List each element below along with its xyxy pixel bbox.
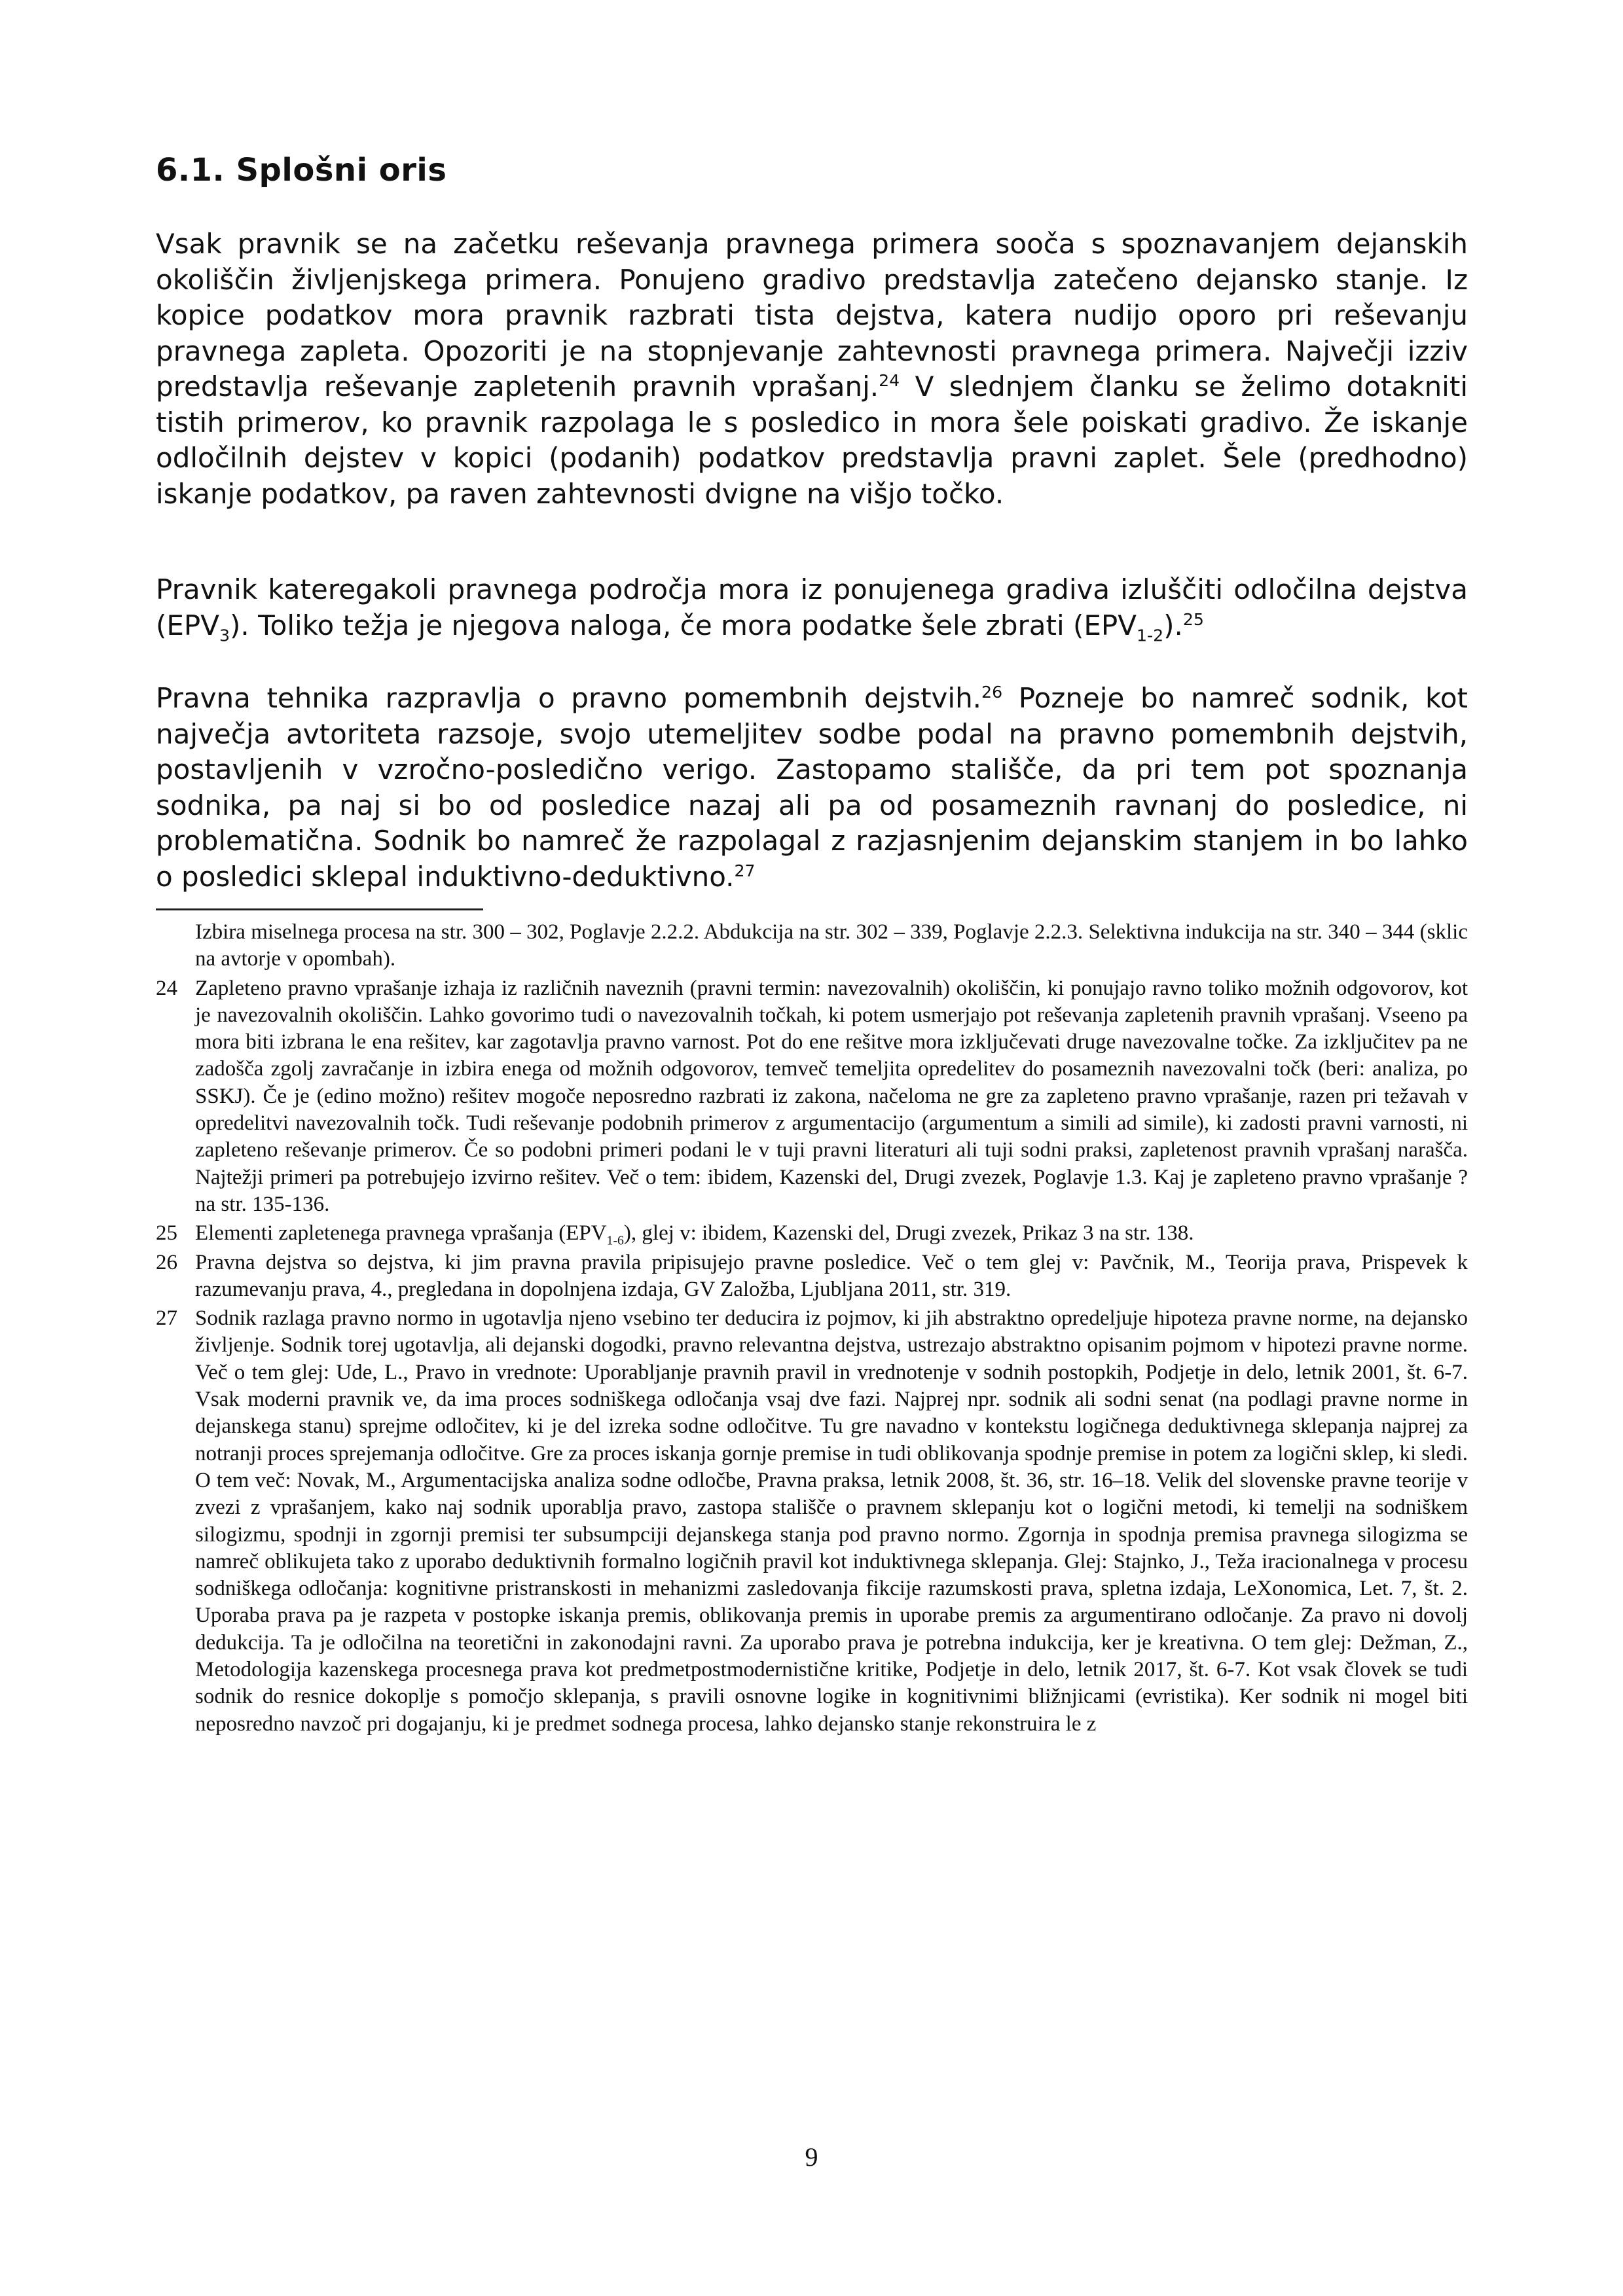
footnote-number: 24 [156,976,177,1000]
footnote-text: Zapleteno pravno vprašanje izhaja iz različnih naveznih (pravni termin: navezovalnih) okoliščin, ki ponujajo ravno toliko možnih odgovorov, kot je navezovalnih okoliščin. Lahko govorimo tudi o navezovalnih točkah, ki potem usmerjajo pot reševanja zapletenih pravnih vprašanj. Vseeno pa mora biti izbrana le ena rešitev, kar zagotavlja pravno varnost. Pot do ene rešitve mora izključevati druge navezovalne točke. Za izključitev pa ne zadošča zgolj zavračanje in izbira enega od možnih odgovorov, temveč temeljita opredelitev do posameznih navezovalni točk (beri: analiza, po SSKJ). Če je (edino možno) rešitev mogoče neposredno razbrati iz zakona, načeloma ne gre za zapleteno pravno vprašanje, razen pri težavah v opredelitvi navezovalnih točk. Tudi reševanje podobnih primerov z argumentacijo (argumentum a simili ad simile), ki zadosti pravni varnosti, ni zapleteno reševanje primerov. Če so podobni primeri podani le v tuji pravni literaturi ali tuji sodni praksi, zapletenost pravnih vprašanj narašča. Najtežji primeri pa potrebujejo izvirno rešitev. Več o tem: ibidem, Kazenski del, Drugi zvezek, Poglavje 1.3. Kaj je zapleteno pravno vprašanje ? na str. 135-136. [195,976,1468,1216]
footnote-27 [156,1305,1468,1738]
paragraph-3 [156,681,1468,895]
footnote-ref-27[interactable]: 27 [734,861,756,880]
paragraph-2-text-c: ). [1163,609,1183,641]
paragraph-2-text-a: Pravnik kateregakoli pravnega področja mora iz ponujenega gradiva izluščiti odločilna dejstva (EPV [156,573,1468,641]
footnote-25 [156,1220,1468,1247]
footnote-24 [156,975,1468,1219]
paragraph-3-text-a: Pravna tehnika razpravlja o pravno pomembnih dejstvih. [156,682,982,714]
footnote-separator [156,908,483,910]
footnote-26 [156,1249,1468,1304]
footnote-continued-text: Izbira miselnega procesa na str. 300 – 302, Poglavje 2.2.2. Abdukcija na str. 302 – 339, Poglavje 2.2.3. Selektivna indukcija na str. 340 – 344 (sklic na avtorje v opombah). [195,920,1468,971]
epv-subscript-3: 3 [219,625,230,645]
epv-subscript-1-6: 1-6 [606,1233,624,1248]
paragraph-1 [156,226,1468,512]
paragraph-2-text-b: ). Toliko težja je njegova naloga, če mora podatke šele zbrati (EPV [230,609,1137,641]
paragraph-1-text-a: Vsak pravnik se na začetku reševanja pravnega primera sooča s spoznavanjem dejanskih okoliščin življenjskega primera. Ponujeno gradivo predstavlja zatečeno dejansko stanje. Iz kopice podatkov mora pravnik razbrati tista dejstva, katera nudijo oporo pri reševanju pravnega zapleta. Opozoriti je na stopnjevanje zahtevnosti pravnega primera. Največji izziv predstavlja reševanje zapletenih pravnih vprašanj. [156,228,1468,403]
footnote-number: 27 [156,1306,177,1331]
footnote-text-a: Elementi zapletenega pravnega vprašanja (EPV [195,1221,607,1246]
footnote-ref-25[interactable]: 25 [1182,609,1204,629]
footnotes [156,919,1468,1740]
epv-subscript-1-2: 1-2 [1137,625,1164,645]
section-heading: 6.1. Splošni oris [156,152,447,188]
footnote-ref-26[interactable]: 26 [981,683,1003,702]
page-number: 9 [805,2142,818,2172]
footnote-ref-24[interactable]: 24 [879,371,900,390]
footnote-number: 25 [156,1221,177,1246]
footnote-text: Sodnik razlaga pravno normo in ugotavlja njeno vsebino ter deducira iz pojmov, ki jih abstraktno opredeljuje hipoteza pravne norme, na dejansko življenje. Sodnik torej ugotavlja, ali dejanski dogodki, pravno relevantna dejstva, ustrezajo abstraktno opisanim pojmom v hipotezi pravne norme. Več o tem glej: Ude, L., Pravo in vrednote: Uporabljanje pravnih pravil in vrednotenje v sodnih postopkih, Podjetje in delo, letnik 2001, št. 6-7. Vsak moderni pravnik ve, da ima proces sodniškega odločanja vsaj dve fazi. Najprej npr. sodnik ali sodni senat (na podlagi pravne norme in dejanskega stanu) sprejme odločitev, ki je del izreka sodne odločitve. Tu gre navadno v kontekstu logičnega deduktivnega sklepanja najprej za notranji proces sprejemanja odločitve. Gre za proces iskanja gornje premise in tudi oblikovanja spodnje premise in potem za logični sklep, ki sledi. O tem več: Novak, M., Argumentacijska analiza sodne odločbe, Pravna praksa, letnik 2008, št. 36, str. 16–18. Velik del slovenske pravne teorije v zvezi z vprašanjem, kako naj sodnik uporablja pravo, zastopa stališče o pravnem sklepanju kot o logični metodi, ki temelji na sodniškem silogizmu, spodnji in zgornji premisi ter subsumpciji dejanskega stanja pod pravno normo. Zgornja in spodnja premisa pravnega silogizma se namreč oblikujeta tako z uporabo deduktivnih formalno logičnih pravil kot induktivnega sklepanja. Glej: Stajnko, J., Teža iracionalnega v procesu sodniškega odločanja: kognitivne pristranskosti in mehanizmi zasledovanja fikcije razumskosti prava, spletna izdaja, LeXonomica, Let. 7, št. 2. Uporaba prava pa je razpeta v postopke iskanja premis, oblikovanja premis in uporabe premis za argumentirano odločanje. Za pravo ni dovolj dedukcija. Ta je odločilna na teoretični in zakonodajni ravni. Za uporabo prava je potrebna indukcija, ker je kreativna. O tem glej: Dežman, Z., Metodologija kazenskega procesnega prava kot predmetpostmodernistične kritike, Podjetje in delo, letnik 2017, št. 6-7. Kot vsak človek se tudi sodnik do resnice dokoplje s pomočjo sklepanja, s pravili osnovne logike in kognitivnimi bližnjicami (evristika). Ker sodnik ni mogel biti neposredno navzoč pri dogajanju, ki je predmet sodnega procesa, lahko dejansko stanje rekonstruira le z [195,1306,1468,1736]
paragraph-2 [156,572,1468,643]
footnote-number: 26 [156,1250,177,1274]
footnote-continued [156,919,1468,973]
paragraph-3-text-b: Pozneje bo namreč sodnik, kot največja avtoriteta razsoje, svojo utemeljitev sodbe podal na pravno pomembnih dejstvih, postavljenih v vzročno-posledično verigo. Zastopamo stališče, da pri tem pot spoznanja sodnika, pa naj si bo od posledice nazaj ali pa od posameznih ravnanj do posledice, ni problematična. Sodnik bo namreč že razpolagal z razjasnjenim dejanskim stanjem in bo lahko o posledici sklepal induktivno-deduktivno. [156,682,1468,893]
footnote-text: Pravna dejstva so dejstva, ki jim pravna pravila pripisujejo pravne posledice. Več o tem glej v: Pavčnik, M., Teorija prava, Prispevek k razumevanju prava, 4., pregledana in dopolnjena izdaja, GV Založba, Ljubljana 2011, str. 319. [195,1250,1468,1301]
footnote-text-b: ), glej v: ibidem, Kazenski del, Drugi zvezek, Prikaz 3 na str. 138. [623,1221,1194,1246]
paragraph-1-text-b: V slednjem članku se želimo dotakniti tistih primerov, ko pravnik razpolaga le s posledico in mora šele poiskati gradivo. Že iskanje odločilnih dejstev v kopici (podanih) podatkov predstavlja pravni zaplet. Šele (predhodno) iskanje podatkov, pa raven zahtevnosti dvigne na višjo točko. [156,370,1468,510]
